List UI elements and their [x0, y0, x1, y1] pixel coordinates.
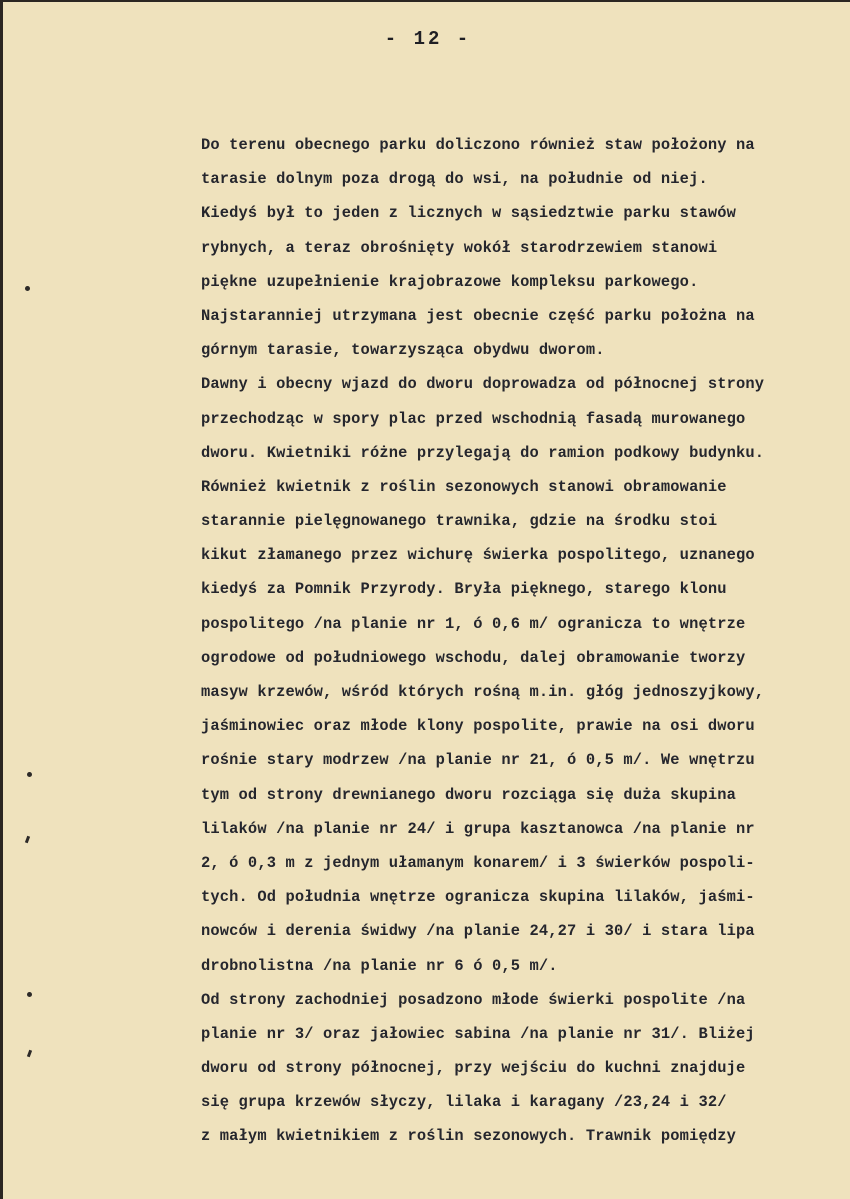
text-line: tym od strony drewnianego dworu rozciąga się duża skupina [201, 785, 736, 804]
body-text [201, 131, 841, 1157]
text-line: rybnych, a teraz obrośnięty wokół starodrzewiem stanowi [201, 238, 718, 257]
text-line: planie nr 3/ oraz jałowiec sabina /na planie nr 31/. Bliżej [201, 1024, 755, 1043]
text-line: tych. Od południa wnętrze ogranicza skupina lilaków, jaśmi- [201, 888, 755, 907]
text-line: Kiedyś był to jeden z licznych w sąsiedztwie parku stawów [201, 204, 736, 223]
text-line: pospolitego /na planie nr 1, ó 0,6 m/ ogranicza to wnętrze [201, 614, 746, 633]
text-line: przechodząc w spory plac przed wschodnią fasadą murowanego [201, 409, 746, 428]
text-line: się grupa krzewów słyczy, lilaka i karagany /23,24 i 32/ [201, 1093, 727, 1112]
text-line: nowców i derenia świdwy /na planie 24,27 i 30/ i stara lipa [201, 922, 755, 941]
margin-mark [25, 836, 30, 844]
text-line: z małym kwietnikiem z roślin sezonowych. Trawnik pomiędzy [201, 1127, 736, 1146]
text-line: dworu od strony północnej, przy wejściu do kuchni znajduje [201, 1059, 746, 1078]
text-line: jaśminowiec oraz młode klony pospolite, prawie na osi dworu [201, 717, 755, 736]
text-line: rośnie stary modrzew /na planie nr 21, ó 0,5 m/. We wnętrzu [201, 751, 755, 770]
text-line: Do terenu obecnego parku doliczono również staw położony na [201, 136, 755, 154]
text-line: dworu. Kwietniki różne przylegają do ramion podkowy budynku. [201, 443, 765, 462]
text-line: Najstaranniej utrzymana jest obecnie część parku położna na [201, 306, 755, 325]
text-line: drobnolistna /na planie nr 6 ó 0,5 m/. [201, 956, 558, 975]
text-line: masyw krzewów, wśród których rośną m.in. głóg jednoszyjkowy, [201, 683, 765, 701]
text-line: Również kwietnik z roślin sezonowych stanowi obramowanie [201, 477, 727, 496]
text-line: Dawny i obecny wjazd do dworu doprowadza od północnej strony [201, 375, 765, 394]
text-line: piękne uzupełnienie krajobrazowe kompleksu parkowego. [201, 272, 699, 291]
margin-mark [27, 772, 32, 777]
margin-mark [27, 1050, 32, 1058]
text-line: tarasie dolnym poza drogą do wsi, na południe od niej. [201, 170, 708, 189]
text-line: ogrodowe od południowego wschodu, dalej obramowanie tworzy [201, 648, 746, 667]
text-line: kiedyś za Pomnik Przyrody. Bryła pięknego, starego klonu [201, 580, 727, 599]
text-line: kikut złamanego przez wichurę świerka pospolitego, uznanego [201, 546, 755, 565]
text-line: lilaków /na planie nr 24/ i grupa kasztanowca /na planie nr [201, 819, 755, 838]
text-line: Od strony zachodniej posadzono młode świerki pospolite /na [201, 990, 746, 1009]
margin-mark [25, 286, 30, 291]
text-line: 2, ó 0,3 m z jednym ułamanym konarem/ i 3 świerków pospoli- [201, 853, 755, 872]
text-line: górnym tarasie, towarzysząca obydwu dworom. [201, 341, 605, 360]
margin-mark [27, 992, 32, 997]
text-line: starannie pielęgnowanego trawnika, gdzie na środku stoi [201, 512, 718, 531]
page-number: - 12 - [384, 28, 472, 50]
